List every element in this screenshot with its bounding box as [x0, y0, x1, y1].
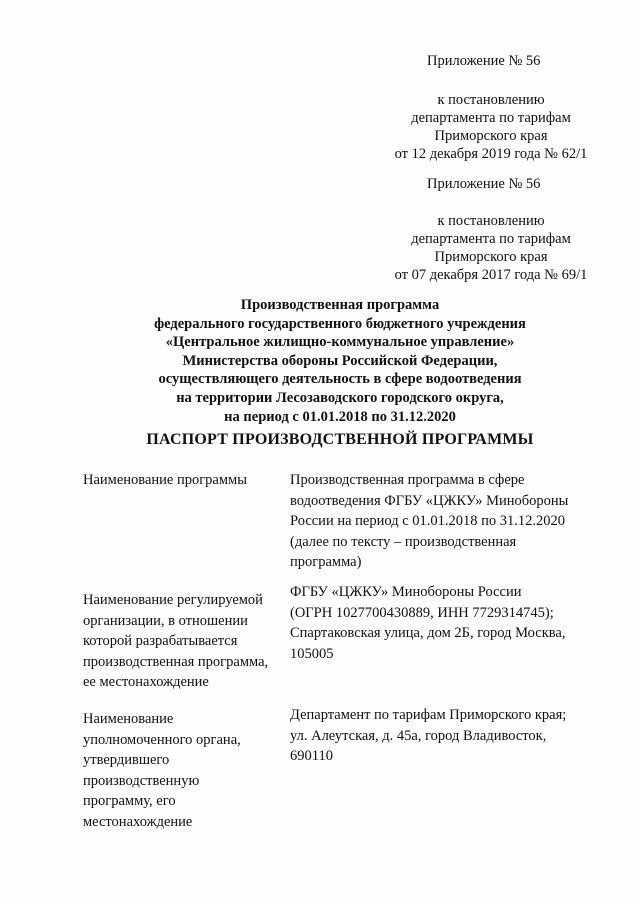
program-heading-line: Министерства обороны Российской Федерации,	[182, 352, 498, 369]
passport-row-1-value	[290, 470, 568, 573]
passport-value-line: (далее по тексту – производственная	[290, 533, 517, 550]
passport-label-line: производственную	[83, 772, 200, 789]
appendix-previous-line: департамента по тарифам	[411, 231, 571, 247]
passport-value-line: Спартаковская улица, дом 2Б, город Москва,	[290, 625, 566, 641]
passport-row-2-value	[290, 582, 565, 664]
program-heading-line: Производственная программа	[240, 297, 440, 313]
passport-label-line: которой разрабатывается	[83, 633, 238, 649]
passport-value-line: ул. Алеутская, д. 45а, город Владивосток,	[290, 727, 547, 744]
appendix-current-line: Приморского края	[434, 128, 548, 144]
program-heading	[60, 296, 620, 426]
appendix-current-title: Приложение № 56	[427, 53, 541, 69]
passport-label-line: программу, его	[83, 793, 176, 809]
passport-value-line: (ОГРН 1027700430889, ИНН 7729314745);	[290, 604, 554, 621]
passport-value-line: 690110	[290, 748, 333, 764]
program-heading-line: осуществляющего деятельность в сфере водоотведения	[158, 371, 522, 388]
passport-row-3-value	[290, 705, 566, 767]
passport-value-line: Департамент по тарифам Приморского края;	[290, 707, 567, 723]
appendix-previous-line: к постановлению	[437, 213, 545, 229]
appendix-previous-line: от 07 декабря 2017 года № 69/1	[394, 267, 588, 283]
passport-label-line: ее местонахождение	[83, 674, 209, 690]
appendix-previous-title: Приложение № 56	[427, 176, 541, 192]
appendix-previous-details	[378, 212, 604, 284]
passport-value-line: России на период с 01.01.2018 по 31.12.2020	[290, 513, 566, 529]
appendix-current-details	[378, 91, 604, 163]
passport-label-line: уполномоченного органа,	[83, 731, 241, 748]
program-heading-line: на период с 01.01.2018 по 31.12.2020	[224, 408, 456, 425]
program-heading-line: федерального государственного бюджетного учреждения	[154, 315, 526, 332]
passport-value-line: программа)	[290, 554, 362, 570]
passport-value-line: ФГБУ «ЦЖКУ» Минобороны России	[290, 584, 522, 600]
program-heading-line: «Центральное жилищно-коммунальное управление»	[165, 334, 515, 351]
appendix-previous-line: Приморского края	[434, 249, 548, 265]
passport-label-line: Наименование программы	[83, 472, 247, 488]
passport-label-line: утвердившего	[83, 752, 170, 768]
passport-label-line: производственная программа,	[83, 653, 269, 670]
passport-value-line: 105005	[290, 645, 334, 662]
passport-label-line: организации, в отношении	[83, 612, 248, 629]
appendix-current-line: департамента по тарифам	[411, 110, 571, 126]
program-heading-line: на территории Лесозаводского городского округа,	[176, 389, 504, 406]
passport-value-line: Производственная программа в сфере	[290, 472, 525, 488]
appendix-current-line: от 12 декабря 2019 года № 62/1	[394, 146, 588, 162]
passport-row-2-label	[83, 590, 268, 693]
passport-label-line: Наименование регулируемой	[83, 592, 263, 608]
passport-row-1-label	[83, 470, 247, 491]
passport-label-line: местонахождение	[83, 813, 193, 830]
passport-value-line: водоотведения ФГБУ «ЦЖКУ» Минобороны	[290, 492, 569, 509]
appendix-current-line: к постановлению	[437, 92, 545, 108]
passport-row-3-label	[83, 709, 241, 832]
passport-title: ПАСПОРТ ПРОИЗВОДСТВЕННОЙ ПРОГРАММЫ	[146, 431, 534, 448]
passport-label-line: Наименование	[83, 711, 174, 727]
